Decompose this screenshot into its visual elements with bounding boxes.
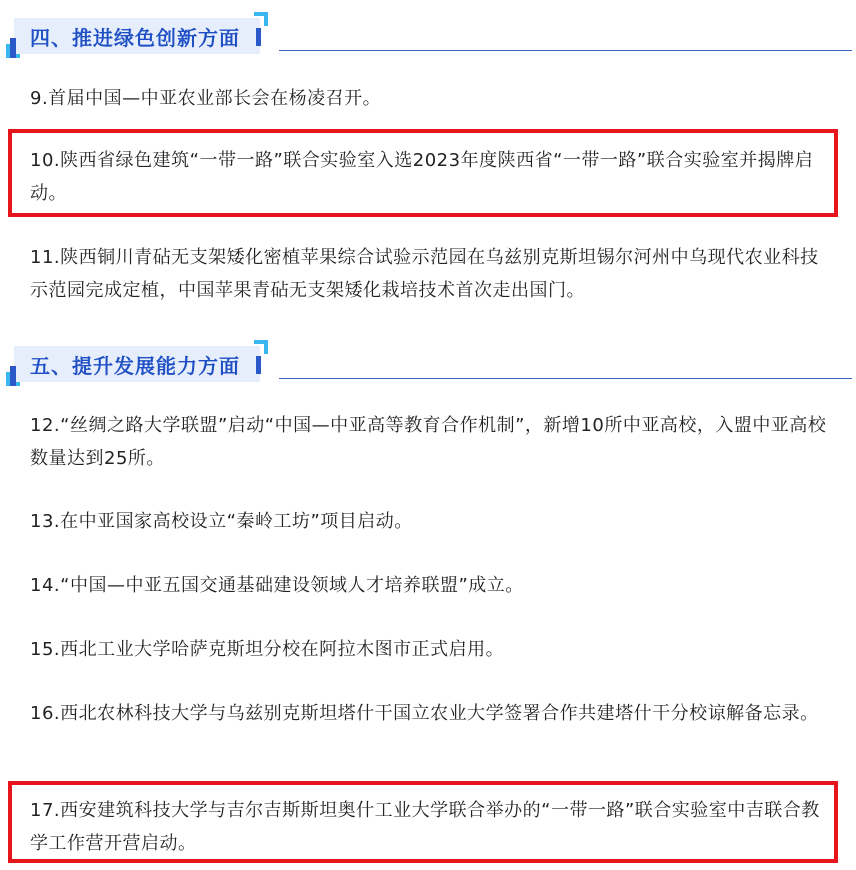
section-divider-line bbox=[279, 50, 852, 51]
list-item: 11.陕西铜川青砧无支架矮化密植苹果综合试验示范园在乌兹别克斯坦锡尔河州中乌现代农业科技示范园完成定植，中国苹果青砧无支架矮化栽培技术首次走出国门。 bbox=[30, 247, 819, 301]
header-bar-decoration bbox=[256, 356, 261, 374]
header-bar-decoration bbox=[10, 38, 16, 58]
list-item: 13.在中亚国家高校设立“秦岭工坊”项目启动。 bbox=[30, 511, 413, 532]
list-item: 14.“中国—中亚五国交通基础建设领域人才培养联盟”成立。 bbox=[30, 575, 524, 596]
header-corner-decoration bbox=[254, 12, 268, 26]
section-title: 五、提升发展能力方面 bbox=[30, 354, 240, 378]
list-item: 10.陕西省绿色建筑“一带一路”联合实验室入选2023年度陕西省“一带一路”联合实验室并揭牌启动。 bbox=[30, 150, 814, 204]
list-item: 9.首届中国—中亚农业部长会在杨凌召开。 bbox=[30, 88, 382, 109]
section-divider-line bbox=[279, 378, 852, 379]
section-title: 四、推进绿色创新方面 bbox=[30, 26, 240, 50]
header-bar-decoration bbox=[10, 366, 16, 386]
list-item: 12.“丝绸之路大学联盟”启动“中国—中亚高等教育合作机制”，新增10所中亚高校，入盟中亚高校数量达到25所。 bbox=[30, 415, 827, 469]
section-header-green-innovation bbox=[6, 12, 852, 60]
list-item: 16.西北农林科技大学与乌兹别克斯坦塔什干国立农业大学签署合作共建塔什干分校谅解备忘录。 bbox=[30, 703, 819, 724]
header-corner-decoration bbox=[254, 340, 268, 354]
section-header-capability bbox=[6, 340, 852, 388]
header-bar-decoration bbox=[256, 28, 261, 46]
list-item: 17.西安建筑科技大学与吉尔吉斯斯坦奥什工业大学联合举办的“一带一路”联合实验室中吉联合教学工作营开营启动。 bbox=[30, 800, 820, 854]
list-item: 15.西北工业大学哈萨克斯坦分校在阿拉木图市正式启用。 bbox=[30, 639, 505, 660]
